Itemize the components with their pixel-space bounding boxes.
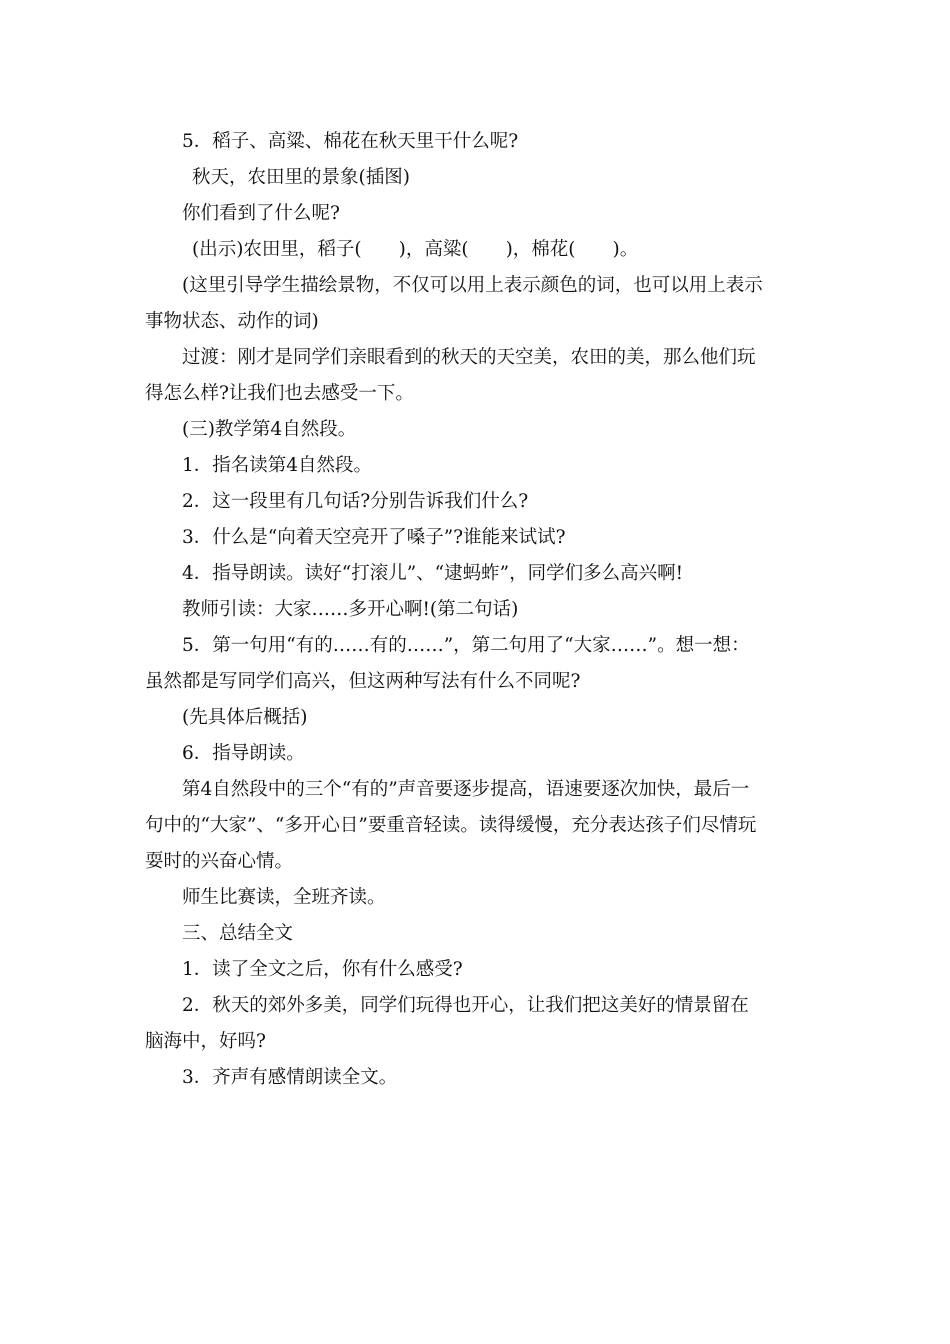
paragraph: 5．第一句用“有的……有的……”，第二句用了“大家……”。想一想：虽然都是写同学们高兴，但这两种写法有什么不同呢? — [145, 635, 750, 692]
paragraph: 秋天，农田里的景象(插图) — [192, 167, 410, 188]
paragraph: 2．这一段里有几句话?分别告诉我们什么? — [182, 491, 529, 512]
paragraph: 5．稻子、高粱、棉花在秋天里干什么呢? — [182, 131, 519, 152]
section-heading: 三、总结全文 — [182, 923, 294, 944]
paragraph: 你们看到了什么呢? — [182, 203, 340, 224]
paragraph: (这里引导学生描绘景物，不仅可以用上表示颜色的词，也可以用上表示事物状态、动作的词) — [145, 275, 763, 332]
paragraph: (出示)农田里，稻子( )，高粱( )，棉花( )。 — [192, 239, 639, 260]
paragraph: 2．秋天的郊外多美，同学们玩得也开心，让我们把这美好的情景留在脑海中，好吗? — [145, 995, 749, 1052]
paragraph: 师生比赛读，全班齐读。 — [182, 887, 386, 908]
paragraph: 3．什么是“向着天空亮开了嗓子”?谁能来试试? — [182, 527, 566, 548]
paragraph: 4．指导朗读。读好“打滚儿”、“逮蚂蚱”，同学们多么高兴啊! — [182, 563, 684, 584]
paragraph: 1．读了全文之后，你有什么感受? — [182, 959, 463, 980]
paragraph: (先具体后概括) — [182, 707, 308, 728]
paragraph: 第4自然段中的三个“有的”声音要逐步提高，语速要逐次加快，最后一句中的“大家”、“多开心日”要重音轻读。读得缓慢，充分表达孩子们尽情玩耍时的兴奋心情。 — [145, 779, 757, 872]
paragraph: 3．齐声有感情朗读全文。 — [182, 1067, 398, 1088]
paragraph: 教师引读：大家……多开心啊!(第二句话) — [182, 599, 519, 620]
paragraph: 过渡：刚才是同学们亲眼看到的秋天的天空美，农田的美，那么他们玩得怎么样?让我们也去感受一下。 — [145, 347, 756, 404]
paragraph: 6．指导朗读。 — [182, 743, 305, 764]
document-body — [145, 124, 765, 1096]
paragraph: 1．指名读第4自然段。 — [182, 455, 373, 476]
paragraph: (三)教学第4自然段。 — [182, 419, 357, 440]
